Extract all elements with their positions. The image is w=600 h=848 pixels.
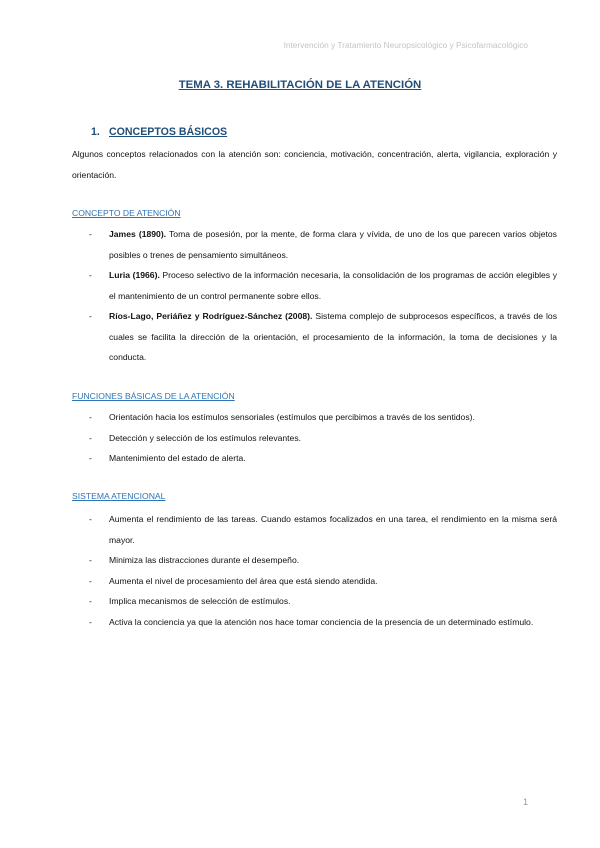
bullet-dash: -	[89, 575, 92, 586]
list-item-text: Implica mecanismos de selección de estímulos.	[109, 596, 291, 606]
list-item-text: Minimiza las distracciones durante el desempeño.	[109, 555, 300, 565]
bullet-dash: -	[89, 270, 92, 280]
list-item	[72, 224, 557, 265]
list-item-text: Mantenimiento del estado de alerta.	[109, 453, 246, 463]
bullet-dash: -	[89, 616, 92, 627]
list-item	[72, 448, 557, 469]
subheading-funciones-basicas: FUNCIONES BÁSICAS DE LA ATENCIÓN	[72, 391, 235, 401]
subheading-concepto-atencion: CONCEPTO DE ATENCIÓN	[72, 208, 181, 218]
bullet-dash: -	[89, 453, 92, 463]
list-item	[72, 571, 557, 592]
list-item	[72, 306, 557, 368]
definition-text: Sistema complejo de subprocesos específicos, a través de los cuales se facilita la dirección de la orientación, el procesamiento de la información, la toma de decisiones y la conducta.	[109, 311, 558, 362]
list-item	[72, 265, 557, 306]
concepto-list	[72, 224, 557, 368]
bullet-dash: -	[89, 555, 92, 565]
list-item	[72, 407, 557, 428]
list-item	[72, 509, 557, 550]
list-item	[72, 612, 557, 633]
author-citation: Ríos-Lago, Periáñez y Rodríguez-Sánchez (2008).	[109, 311, 313, 321]
page-number: 1	[522, 797, 528, 807]
intro-paragraph: Algunos conceptos relacionados con la atención son: conciencia, motivación, concentración, alerta, vigilancia, exploración y orientación.	[72, 149, 557, 180]
bullet-dash: -	[89, 432, 92, 443]
document-title: TEMA 3. REHABILITACIÓN DE LA ATENCIÓN	[178, 79, 422, 91]
bullet-dash: -	[89, 229, 92, 239]
list-item-text: Orientación hacia los estímulos sensoriales (estímulos que percibimos a través de los sentidos).	[109, 412, 475, 422]
sistema-list	[72, 509, 557, 632]
bullet-dash: -	[89, 514, 92, 524]
definition-text: Toma de posesión, por la mente, de forma clara y vívida, de uno de los que parecen varios objetos posibles o trenes de pensamiento simultáneos.	[109, 229, 557, 260]
list-item	[72, 428, 557, 449]
author-citation: James (1890).	[109, 229, 167, 239]
bullet-dash: -	[89, 596, 92, 606]
list-item	[72, 550, 557, 571]
list-item-text: Aumenta el nivel de procesamiento del área que está siendo atendida.	[109, 575, 378, 586]
section-number: 1.	[91, 126, 100, 138]
list-item-text: Aumenta el rendimiento de las tareas. Cuando estamos focalizados en una tarea, el rendimiento en la misma será mayor.	[109, 514, 557, 545]
list-item-text: Activa la conciencia ya que la atención nos hace tomar conciencia de la presencia de un determinado estímulo.	[109, 616, 534, 627]
bullet-dash: -	[89, 412, 92, 422]
running-header: Intervención y Tratamiento Neuropsicológico y Psicofarmacológico	[283, 40, 528, 50]
definition-text: Proceso selectivo de la información necesaria, la consolidación de los programas de acción elegibles y el mantenimiento de un control permanente sobre ellos.	[109, 270, 557, 301]
section-title: CONCEPTOS BÁSICOS	[109, 126, 228, 138]
author-citation: Luria (1966).	[109, 270, 160, 280]
list-item-text: Detección y selección de los estímulos relevantes.	[109, 432, 302, 443]
list-item	[72, 591, 557, 612]
subheading-sistema-atencional: SISTEMA ATENCIONAL	[72, 491, 166, 501]
funciones-list	[72, 407, 557, 469]
bullet-dash: -	[89, 311, 92, 321]
